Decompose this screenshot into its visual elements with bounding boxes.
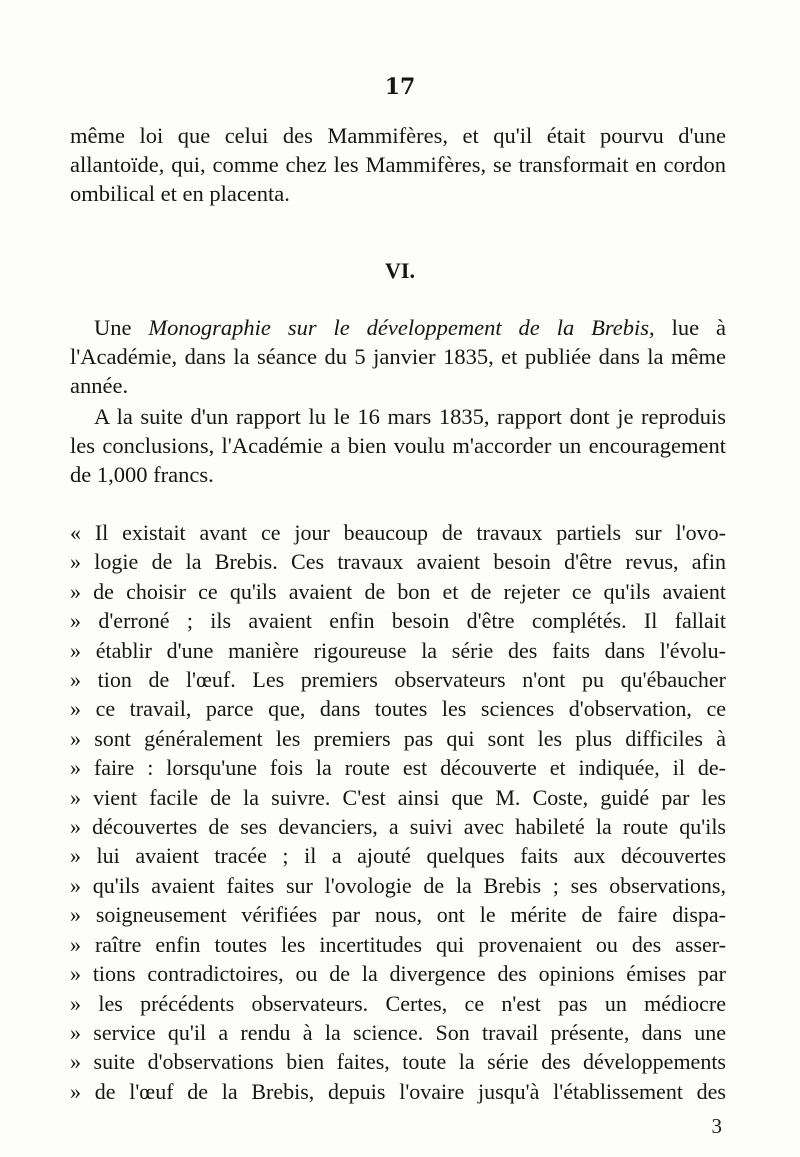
quote-line: » raître enfin toutes les incertitudes qui provenaient ou des asser- <box>70 931 726 957</box>
monograph-title: Monographie sur le développement de la Brebis <box>148 315 650 340</box>
quote-line: » sont généralement les premiers pas qui sont les plus difficiles à <box>70 725 726 751</box>
paragraph-monograph-lead: Une <box>94 315 149 340</box>
quote-line: » de choisir ce qu'ils avaient de bon et de rejeter ce qu'ils avaient <box>70 578 726 604</box>
quote-line: » qu'ils avaient faites sur l'ovologie de la Brebis ; ses observations, <box>70 872 726 898</box>
quote-line: » les précédents observateurs. Certes, ce n'est pas un médiocre <box>70 990 726 1016</box>
paragraph-monograph <box>70 313 726 401</box>
quote-line: » service qu'il a rendu à la science. Son travail présente, dans une <box>70 1019 726 1045</box>
quote-line: » faire : lorsqu'une fois la route est découverte et indiquée, il de- <box>70 755 726 781</box>
paragraph-continuation: même loi que celui des Mammifères, et qu'il était pourvu d'une allantoïde, qui, comme chez les Mammifères, se transformait en cordon ombilical et en placenta. <box>70 123 726 207</box>
quote-line: » établir d'une manière rigoureuse la série des faits dans l'évolu- <box>70 637 726 663</box>
quote-line: » lui avaient tracée ; il a ajouté quelques faits aux découvertes <box>70 843 726 869</box>
quote-line: » tion de l'œuf. Les premiers observateurs n'ont pu qu'ébaucher <box>70 667 726 693</box>
quote-line: » suite d'observations bien faites, toute la série des développements <box>70 1049 726 1075</box>
quote-line: » de l'œuf de la Brebis, depuis l'ovaire jusqu'à l'établissement des <box>70 1078 726 1104</box>
signature-mark: 3 <box>711 1114 722 1138</box>
section-heading: VI. <box>385 258 415 283</box>
quote-line: » d'erroné ; ils avaient enfin besoin d'être complétés. Il fallait <box>70 608 726 634</box>
quote-line: » tions contradictoires, ou de la divergence des opinions émises par <box>70 961 726 987</box>
quote-line: » ce travail, parce que, dans toutes les sciences d'observation, ce <box>70 696 726 722</box>
quote-line: » soigneusement vérifiées par nous, ont le mérite de faire dispa- <box>70 902 726 928</box>
quote-line: » découvertes de ses devanciers, a suivi avec habileté la route qu'ils <box>70 814 726 840</box>
paragraph-monograph-rest: , lue à l'Académie, dans la séance du 5 janvier 1835, et publiée dans la même année. <box>70 315 726 399</box>
paragraph-report: A la suite d'un rapport lu le 16 mars 1835, rapport dont je reproduis les conclusions, l'Académie a bien voulu m'accorder un encouragement de 1,000 francs. <box>70 404 726 488</box>
quote-line: » vient facile de la suivre. C'est ainsi que M. Coste, guidé par les <box>70 784 726 810</box>
page-number: 17 <box>384 74 416 100</box>
quote-line: » logie de la Brebis. Ces travaux avaient besoin d'être revus, afin <box>70 549 726 575</box>
quote-line: « Il existait avant ce jour beaucoup de travaux partiels sur l'ovo- <box>70 520 726 545</box>
report-quotation <box>70 518 726 1106</box>
